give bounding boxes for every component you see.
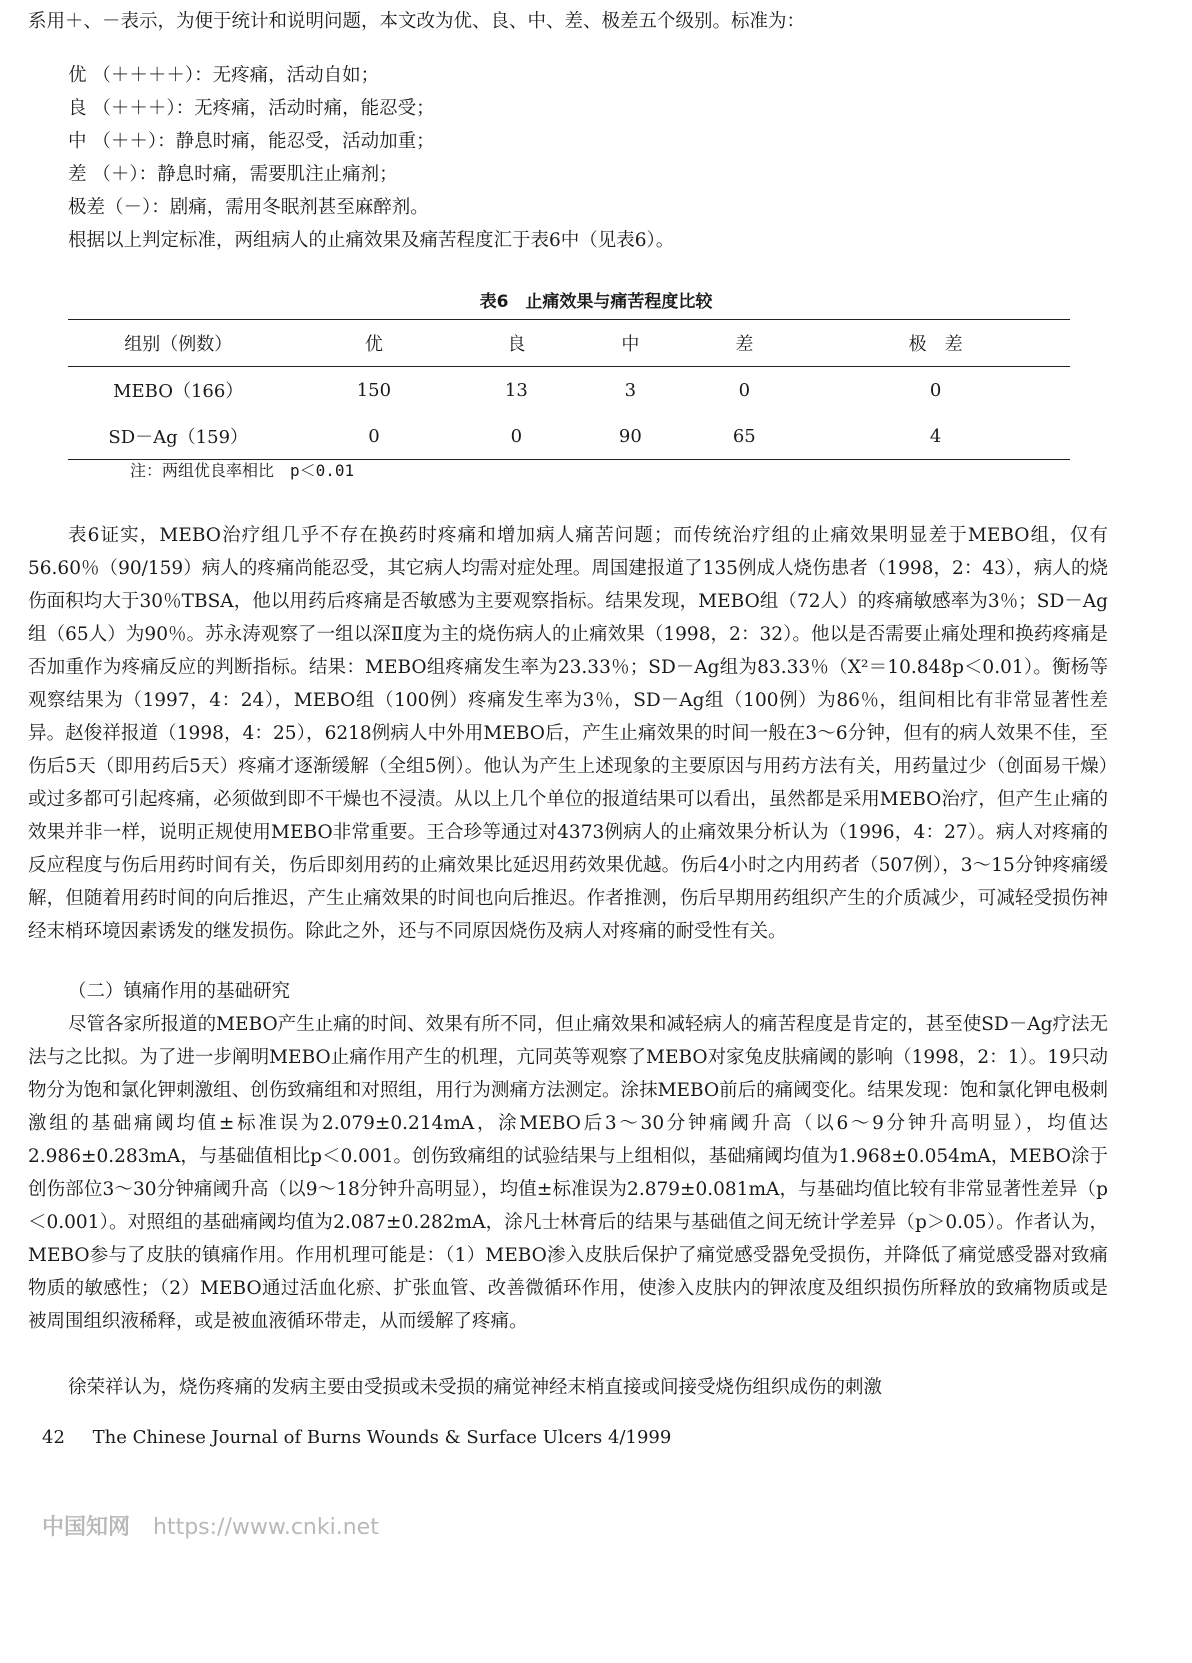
criterion-excellent: 优 （＋＋＋＋）：无疼痛，活动自如； xyxy=(68,65,380,86)
row-cell: 90 xyxy=(573,413,687,460)
row-cell: 4 xyxy=(801,413,1070,460)
journal-name: The Chinese Journal of Burns Wounds & Surface Ulcers 4/1999 xyxy=(92,1427,672,1448)
header-group: 组别（例数） xyxy=(68,320,288,367)
table-note: 注：两组优良率相比 p＜0.01 xyxy=(130,461,355,480)
row-group: MEBO（166） xyxy=(113,381,244,402)
row-cell: 150 xyxy=(356,379,392,401)
row-group: SD－Ag（159） xyxy=(68,413,288,460)
watermark xyxy=(42,1510,379,1541)
watermark-brand: 中国知网 xyxy=(42,1515,131,1540)
criterion-poor: 差 （＋）：静息时痛，需要肌注止痛剂； xyxy=(68,164,398,185)
page-footer xyxy=(42,1427,671,1448)
row-cell: 0 xyxy=(459,413,573,460)
row-cell: 13 xyxy=(504,379,528,401)
body-paragraph-3 xyxy=(28,1371,1108,1404)
section-heading-text: （二）镇痛作用的基础研究 xyxy=(68,981,291,1002)
row-cell: 65 xyxy=(687,413,801,460)
header-good: 良 xyxy=(459,320,573,367)
section-heading xyxy=(28,975,1108,1008)
criterion-good: 良 （＋＋＋）：无疼痛，活动时痛，能忍受； xyxy=(68,98,435,119)
table-header-row xyxy=(68,320,1070,367)
watermark-url: https://www.cnki.net xyxy=(153,1515,379,1540)
page-number: 42 xyxy=(42,1427,65,1448)
paragraph-text: 徐荣祥认为，烧伤疼痛的发病主要由受损或未受损的痛觉神经末梢直接或间接受烧伤组织成伤的刺激 xyxy=(68,1377,883,1398)
table-row xyxy=(68,413,1070,460)
table-row xyxy=(68,367,1070,414)
paragraph-text: 表6证实，MEBO治疗组几乎不存在换药时疼痛和增加病人痛苦问题；而传统治疗组的止痛效果明显差于MEBO组，仅有56.60％（90/159）病人的疼痛尚能忍受，其它病人均需对症处理。周国建报道了135例成人烧伤患者（1998，2：43），病人的烧伤面积均大于30％TBSA，他以用药后疼痛是否敏感为主要观察指标。结果发现，MEBO组（72人）的疼痛敏感率为3％；SD－Ag组（65人）为90％。苏永涛观察了一组以深Ⅱ度为主的烧伤病人的止痛效果（1998，2：32）。他以是否需要止痛处理和换药疼痛是否加重作为疼痛反应的判断指标。结果：MEBO组疼痛发生率为23.33％；SD－Ag组为83.33％（X²＝10.848p＜0.01）。衡杨等观察结果为（1997，4：24），MEBO组（100例）疼痛发生率为3％，SD－Ag组（100例）为86％，组间相比有非常显著性差异。赵俊祥报道（1998，4：25），6218例病人中外用MEBO后，产生止痛效果的时间一般在3～6分钟，但有的病人效果不佳，至伤后5天（即用药后5天）疼痛才逐渐缓解（全组5例）。他认为产生上述现象的主要原因与用药方法有关，用药量过少（创面易干燥）或过多都可引起疼痛，必须做到即不干燥也不浸渍。从以上几个单位的报道结果可以看出，虽然都是采用MEBO治疗，但产生止痛的效果并非一样，说明正规使用MEBO非常重要。王合珍等通过对4373例病人的止痛效果分析认为（1996，4：27）。病人对疼痛的反应程度与伤后用药时间有关，伤后即刻用药的止痛效果比延迟用药效果优越。伤后4小时之内用药者（507例），3～15分钟疼痛缓解，但随着用药时间的向后推迟，产生止痛效果的时间也向后推迟。作者推测，伤后早期用药组织产生的介质减少，可减轻受损伤神经末梢环境因素诱发的继发损伤。除此之外，还与不同原因烧伤及病人对疼痛的耐受性有关。 xyxy=(28,525,1108,942)
header-medium: 中 xyxy=(573,320,687,367)
row-cell: 0 xyxy=(929,379,942,401)
results-table xyxy=(68,319,1070,460)
body-paragraph-2 xyxy=(28,1008,1108,1338)
criterion-medium: 中 （＋＋）：静息时痛，能忍受，活动加重； xyxy=(68,131,435,152)
table-caption: 表6 止痛效果与痛苦程度比较 xyxy=(479,292,713,312)
criterion-very-poor: 极差（－）：剧痛，需用冬眠剂甚至麻醉剂。 xyxy=(68,197,429,218)
header-poor: 差 xyxy=(687,320,801,367)
row-cell: 0 xyxy=(738,379,751,401)
header-excellent: 优 xyxy=(288,320,459,367)
body-paragraph-1 xyxy=(28,519,1108,948)
row-cell: 0 xyxy=(288,413,459,460)
intro-line: 系用＋、－表示，为便于统计和说明问题，本文改为优、良、中、差、极差五个级别。标准为： xyxy=(28,11,806,32)
row-cell: 3 xyxy=(624,379,637,401)
summary-line: 根据以上判定标准，两组病人的止痛效果及痛苦程度汇于表6中（见表6）。 xyxy=(68,230,675,251)
header-very-poor: 极 差 xyxy=(801,320,1070,367)
paragraph-text: 尽管各家所报道的MEBO产生止痛的时间、效果有所不同，但止痛效果和减轻病人的痛苦程度是肯定的，甚至使SD－Ag疗法无法与之比拟。为了进一步阐明MEBO止痛作用产生的机理，亢同英等观察了MEBO对家兔皮肤痛阈的影响（1998，2：1）。19只动物分为饱和氯化钾刺激组、创伤致痛组和对照组，用行为测痛方法测定。涂抹MEBO前后的痛阈变化。结果发现：饱和氯化钾电极刺激组的基础痛阈均值±标准误为2.079±0.214mA，涂MEBO后3～30分钟痛阈升高（以6～9分钟升高明显），均值达2.986±0.283mA，与基础值相比p＜0.001。创伤致痛组的试验结果与上组相似，基础痛阈均值为1.968±0.054mA，MEBO涂于创伤部位3～30分钟痛阈升高（以9～18分钟升高明显），均值±标准误为2.879±0.081mA，与基础均值比较有非常显著性差异（p＜0.001）。对照组的基础痛阈均值为2.087±0.282mA，涂凡士林膏后的结果与基础值之间无统计学差异（p＞0.05）。作者认为，MEBO参与了皮肤的镇痛作用。作用机理可能是：（1）MEBO渗入皮肤后保护了痛觉感受器免受损伤，并降低了痛觉感受器对致痛物质的敏感性；（2）MEBO通过活血化瘀、扩张血管、改善微循环作用，使渗入皮肤内的钾浓度及组织损伤所释放的致痛物质或是被周围组织液稀释，或是被血液循环带走，从而缓解了疼痛。 xyxy=(28,1014,1108,1332)
